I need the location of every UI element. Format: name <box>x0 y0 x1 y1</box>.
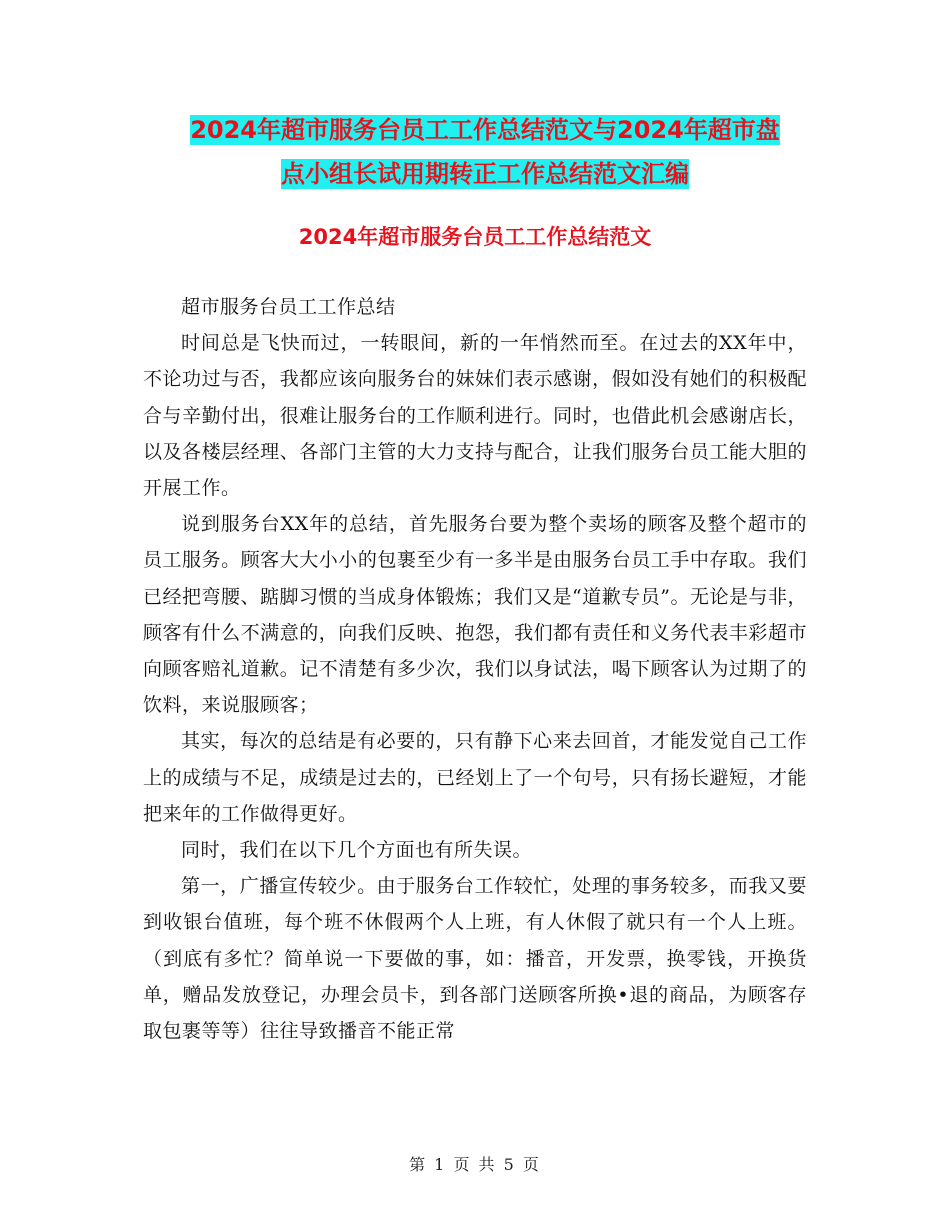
paragraph: 同时，我们在以下几个方面也有所失误。 <box>181 839 533 862</box>
document-body <box>143 289 807 1049</box>
page-number-footer: 第 1 页 共 5 页 <box>409 1155 541 1174</box>
paragraph: 第一，广播宣传较少。由于服务台工作较忙，处理的事务较多，而我又要到收银台值班，每个班不休假两个人上班，有人休假了就只有一个人上班。（到底有多忙？简单说一下要做的事，如：播音，开发票，换零钱，开换货单，赠品发放登记，办理会员卡，到各部门送顾客所换•退的商品，为顾客存取包裹等等）往往导致播音不能正常 <box>143 875 807 1043</box>
paragraph: 其实，每次的总结是有必要的，只有静下心来去回首，才能发觉自己工作上的成绩与不足，成绩是过去的，已经划上了一个句号，只有扬长避短，才能把来年的工作做得更好。 <box>143 730 807 825</box>
title-line-2: 点小组长试用期转正工作总结范文汇编 <box>281 160 689 188</box>
document-title <box>145 108 825 196</box>
section-title: 2024年超市服务台员工工作总结范文 <box>298 225 652 249</box>
paragraph: 说到服务台XX年的总结，首先服务台要为整个卖场的顾客及整个超市的员工服务。顾客大大小小的包裹至少有一多半是由服务台员工手中存取。我们已经把弯腰、踮脚习惯的当成身体锻炼；我们又是“道歉专员”。无论是与非，顾客有什么不满意的，向我们反映、抱怨，我们都有责任和义务代表丰彩超市向顾客赔礼道歉。记不清楚有多少次，我们以身试法，喝下顾客认为过期了的饮料，来说服顾客； <box>143 513 807 717</box>
paragraph-heading: 超市服务台员工工作总结 <box>181 296 396 318</box>
title-line-1: 2024年超市服务台员工工作总结范文与2024年超市盘 <box>190 116 780 144</box>
paragraph: 时间总是飞快而过，一转眼间，新的一年悄然而至。在过去的XX年中，不论功过与否，我都应该向服务台的妹妹们表示感谢，假如没有她们的积极配合与辛勤付出，很难让服务台的工作顺利进行。同时，也借此机会感谢店长，以及各楼层经理、各部门主管的大力支持与配合，让我们服务台员工能大胆的开展工作。 <box>143 332 807 500</box>
